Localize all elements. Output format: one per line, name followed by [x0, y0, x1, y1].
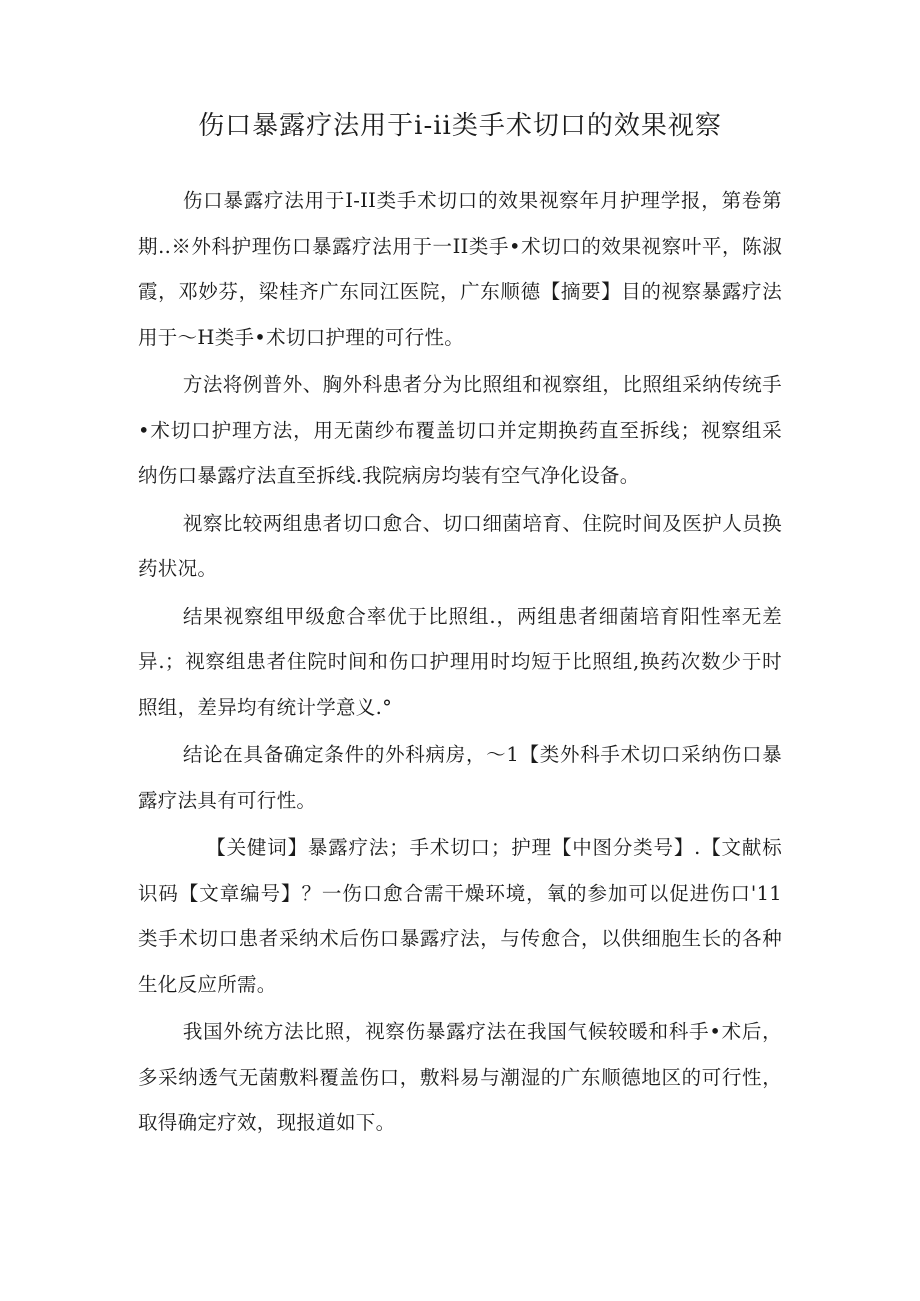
paragraph-abstract-objective: 伤口暴露疗法用于I-II类手术切口的效果视察年月护理学报，第卷第期..※外科护理伤口暴露疗法用于一II类手•术切口的效果视察叶平，陈淑霞，邓妙芬，梁桂齐广东同江医院，广东顺德【摘要】目的视察暴露疗法用于～H类手•术切口护理的可行性。 [138, 189, 782, 349]
paragraph-results: 结果视察组甲级愈合率优于比照组.，两组患者细菌培育阳性率无差异.；视察组患者住院时间和伤口护理用时均短于比照组,换药次数少于时照组，差异均有统计学意义.° [138, 604, 782, 719]
document-title: 伤口暴露疗法用于i-ii类手术切口的效果视察 [198, 111, 722, 141]
paragraph-observation: 视察比较两组患者切口愈合、切口细菌培育、住院时间及医护人员换药状况。 [138, 511, 782, 580]
paragraph-keywords: 【关健词】暴露疗法；手术切口；护理【中图分类号】.【文献标识码【文章编号】？一伤口愈合需干燥环境，氧的参加可以促进伤口'11类手术切口患者采纳术后伤口暴露疗法，与传愈合，以供细胞生长的各种生化反应所需。 [138, 836, 782, 996]
paragraph-introduction: 我国外统方法比照，视察伤暴露疗法在我国气候较暖和科手•术后，多采纳透气无菌敷料覆盖伤口，敷料易与潮湿的广东顺德地区的可行性，取得确定疗效，现报道如下。 [138, 1020, 782, 1134]
document-body [138, 178, 782, 1146]
paragraph-methods: 方法将例普外、胸外科患者分为比照组和视察组，比照组采纳传统手•术切口护理方法，用无菌纱布覆盖切口并定期换药直至拆线；视察组采纳伤口暴露疗法直至拆线.我院病房均装有空气净化设备。 [138, 373, 782, 487]
paragraph-conclusion: 结论在具备确定条件的外科病房，～1【类外科手术切口采纳伤口暴露疗法具有可行性。 [138, 743, 782, 812]
